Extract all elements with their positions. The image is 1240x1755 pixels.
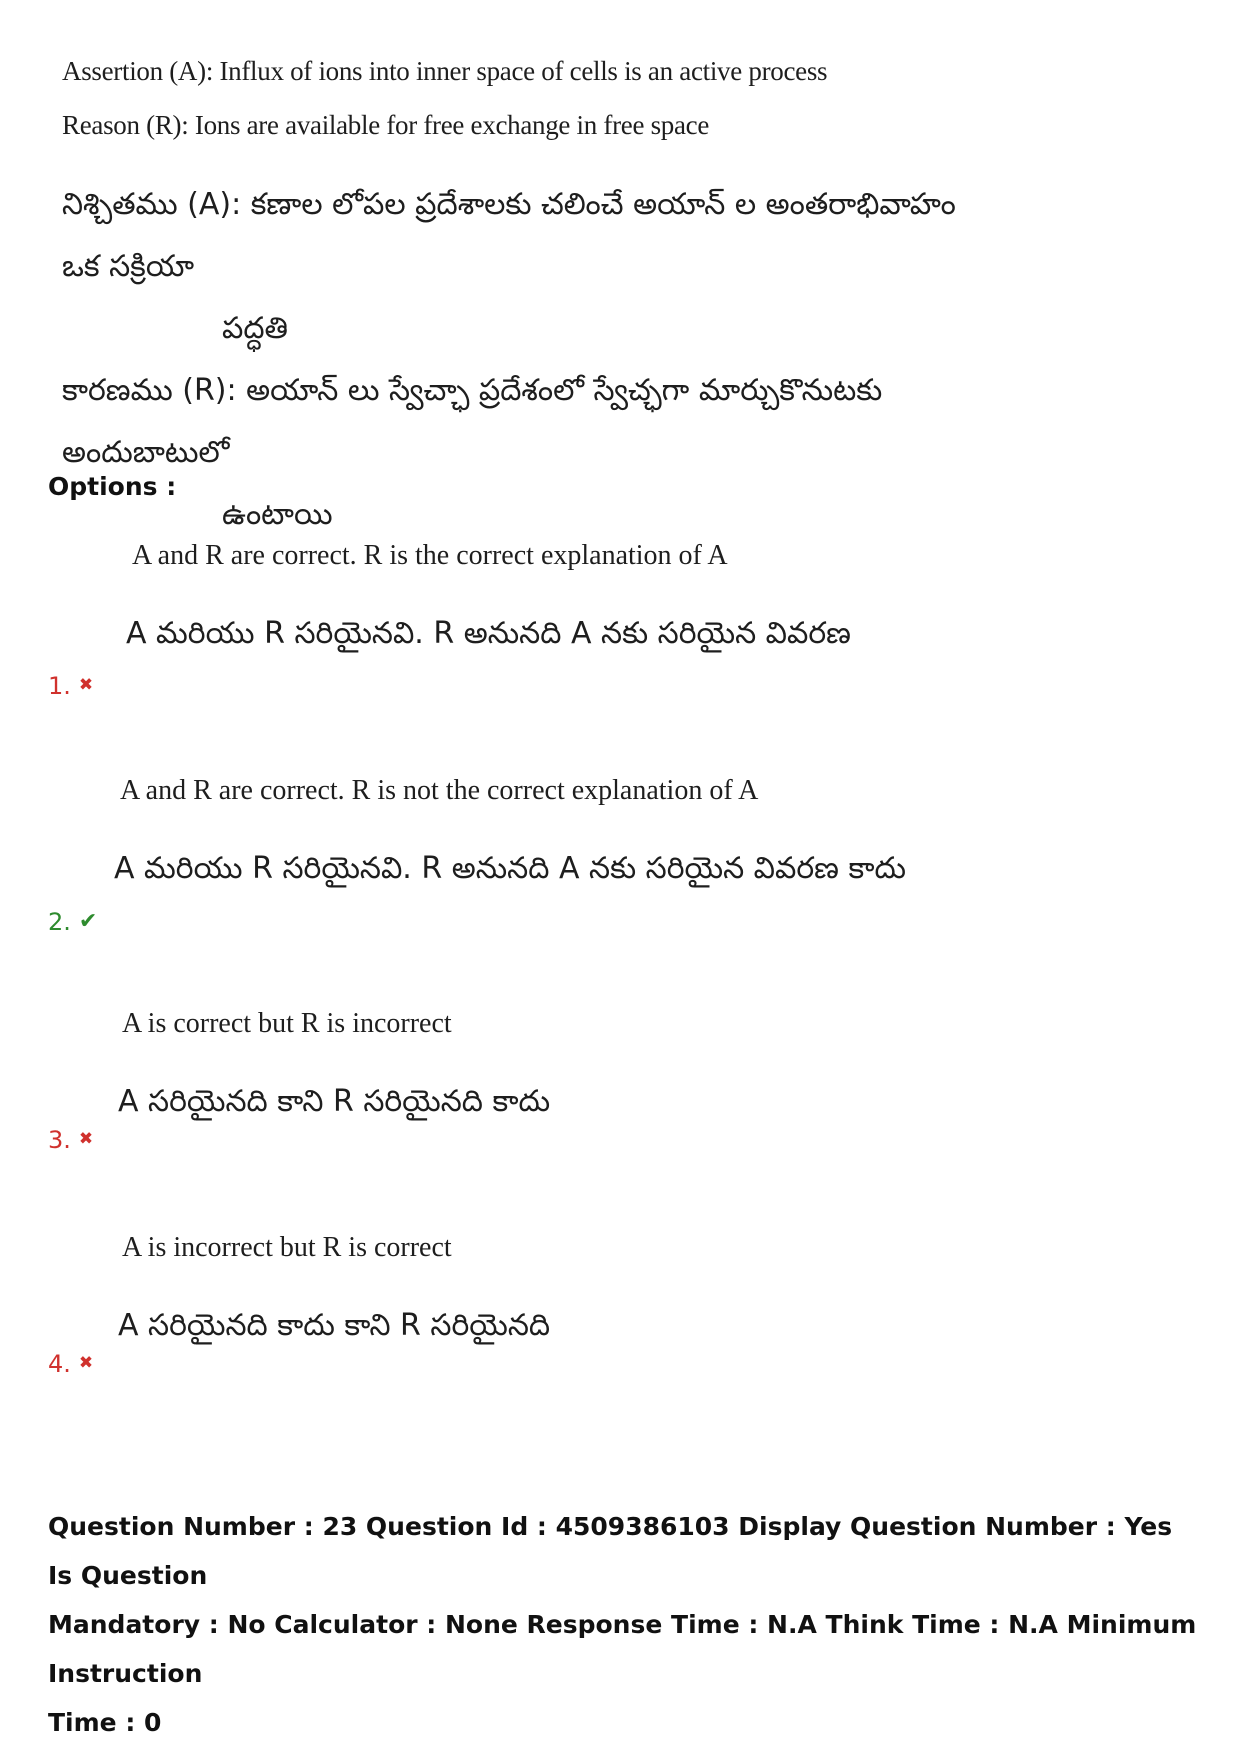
question-block bbox=[62, 44, 962, 546]
assertion-telugu-line-2: పద్ధతి bbox=[222, 311, 288, 346]
assertion-telugu-line-1: నిశ్చితము (A): కణాల లోపల ప్రదేశాలకు చలించే అయాన్ ల అంతరాభివాహం ఒక సక్రియా bbox=[62, 187, 956, 284]
option-4-number bbox=[48, 1350, 93, 1378]
option-3-english: A is correct but R is incorrect bbox=[122, 1008, 452, 1039]
option-3-number bbox=[48, 1126, 93, 1154]
assertion-english: Assertion (A): Influx of ions into inner space of cells is an active process bbox=[62, 56, 828, 86]
option-1-english: A and R are correct. R is the correct explanation of A bbox=[132, 540, 728, 571]
option-2-number bbox=[48, 908, 97, 936]
metadata-line-2: Mandatory : No Calculator : None Response Time : N.A Think Time : N.A Minimum Instruction bbox=[48, 1610, 1197, 1688]
options-label: Options : bbox=[48, 472, 177, 501]
option-1-number bbox=[48, 672, 93, 700]
option-1-number-text: 1. bbox=[48, 672, 71, 700]
wrong-mark-icon: ✖ bbox=[78, 675, 94, 695]
option-1-telugu: A మరియు R సరియైనవి. R అనునది A నకు సరియైన వివరణ bbox=[126, 616, 851, 651]
check-mark-icon: ✔ bbox=[78, 909, 98, 934]
option-2-english: A and R are correct. R is not the correct explanation of A bbox=[120, 775, 759, 806]
metadata-line-1: Question Number : 23 Question Id : 4509386103 Display Question Number : Yes Is Question bbox=[48, 1512, 1173, 1590]
option-3[interactable] bbox=[48, 1008, 1148, 1158]
assertion-telugu bbox=[62, 174, 962, 360]
wrong-mark-icon: ✖ bbox=[78, 1353, 94, 1373]
reason-english: Reason (R): Ions are available for free exchange in free space bbox=[62, 110, 710, 140]
option-2[interactable] bbox=[48, 775, 1148, 936]
option-2-telugu: A మరియు R సరియైనవి. R అనునది A నకు సరియైన వివరణ కాదు bbox=[114, 851, 907, 886]
option-4-telugu: A సరియైనది కాదు కాని R సరియైనది bbox=[118, 1308, 551, 1343]
option-3-number-text: 3. bbox=[48, 1126, 71, 1154]
question-metadata bbox=[48, 1502, 1198, 1747]
reason-telugu bbox=[62, 360, 962, 546]
reason-telugu-line-2: ఉంటాయి bbox=[222, 497, 333, 532]
option-4-number-text: 4. bbox=[48, 1350, 71, 1378]
option-4-english: A is incorrect but R is correct bbox=[122, 1232, 452, 1263]
metadata-line-3: Time : 0 bbox=[48, 1708, 162, 1737]
option-4[interactable] bbox=[48, 1232, 1148, 1382]
option-3-telugu: A సరియైనది కాని R సరియైనది కాదు bbox=[118, 1084, 551, 1119]
option-1[interactable] bbox=[48, 540, 1148, 700]
reason-telugu-line-1: కారణము (R): అయాన్ లు స్వేచ్ఛా ప్రదేశంలో స్వేచ్ఛగా మార్చుకొనుటకు అందుబాటులో bbox=[62, 373, 883, 470]
wrong-mark-icon: ✖ bbox=[78, 1129, 94, 1149]
option-2-number-text: 2. bbox=[48, 908, 71, 936]
